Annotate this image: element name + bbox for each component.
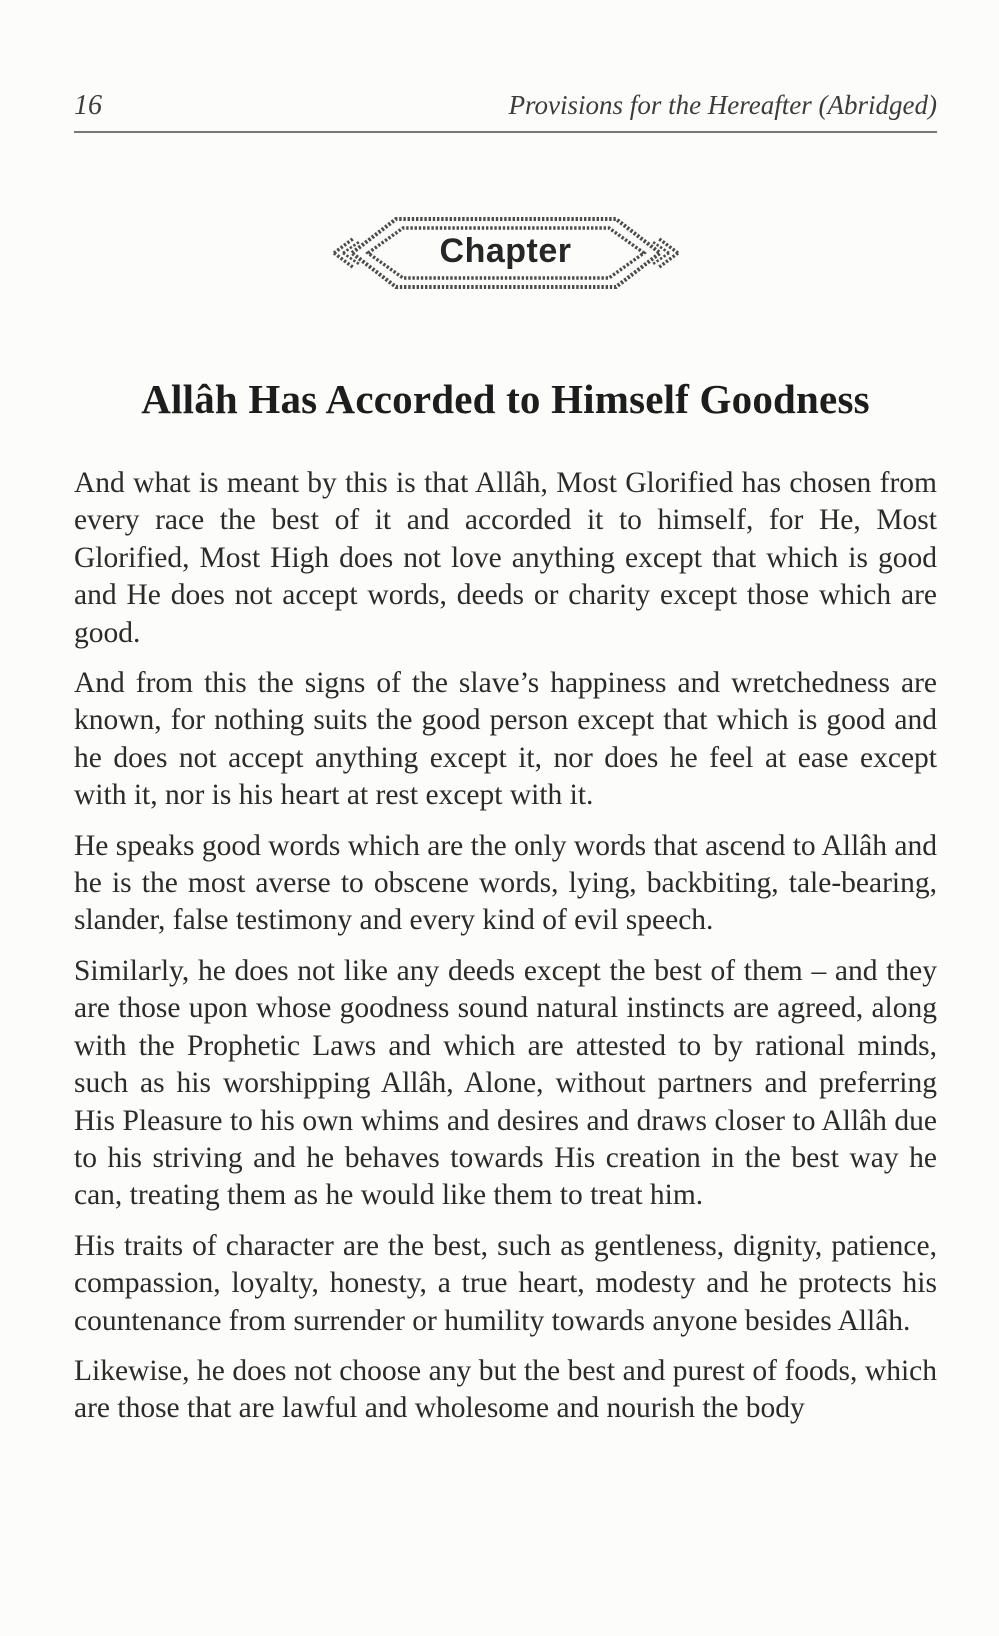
chapter-banner xyxy=(74,207,937,299)
body-paragraph: His traits of character are the best, such as gentleness, dignity, patience, compassion, loyalty, honesty, a true heart, modesty and he protects his countenance from surrender or humility towards anyone besides Allâh. xyxy=(74,1229,937,1337)
running-title: Provisions for the Hereafter (Abridged) xyxy=(508,90,937,120)
body-paragraph: And what is meant by this is that Allâh, Most Glorified has chosen from every race the best of it and accorded it to himself, for He, Most Glorified, Most High does not love anything except that which is good and He does not accept words, deeds or charity except those which are good. xyxy=(74,467,937,649)
chapter-title: Allâh Has Accorded to Himself Goodness xyxy=(141,376,870,422)
body-paragraph: And from this the signs of the slave’s happiness and wretchedness are known, for nothing suits the good person except that which is good and he does not accept anything except it, nor does he feel at ease except with it, nor is his heart at rest except with it. xyxy=(74,667,937,812)
chapter-banner-label: Chapter xyxy=(439,231,572,270)
chapter-banner-ornament xyxy=(326,207,686,299)
body-paragraph: Similarly, he does not like any deeds except the best of them – and they are those upon whose goodness sound natural instincts are agreed, along with the Prophetic Laws and which are attested to by rational minds, such as his worshipping Allâh, Alone, without partners and preferring His Pleasure to his own whims and desires and draws closer to Allâh due to his striving and he behaves towards His creation in the best way he can, treating them as he would like them to treat him. xyxy=(74,954,937,1212)
body-paragraph: Likewise, he does not choose any but the best and purest of foods, which are those that are lawful and wholesome and nourish the body xyxy=(74,1354,937,1425)
body-text xyxy=(74,465,937,1428)
body-paragraph: He speaks good words which are the only words that ascend to Allâh and he is the most averse to obscene words, lying, backbiting, tale-bearing, slander, false testimony and every kind of evil speech. xyxy=(74,829,937,937)
running-header xyxy=(74,0,937,133)
page-number: 16 xyxy=(74,90,102,121)
